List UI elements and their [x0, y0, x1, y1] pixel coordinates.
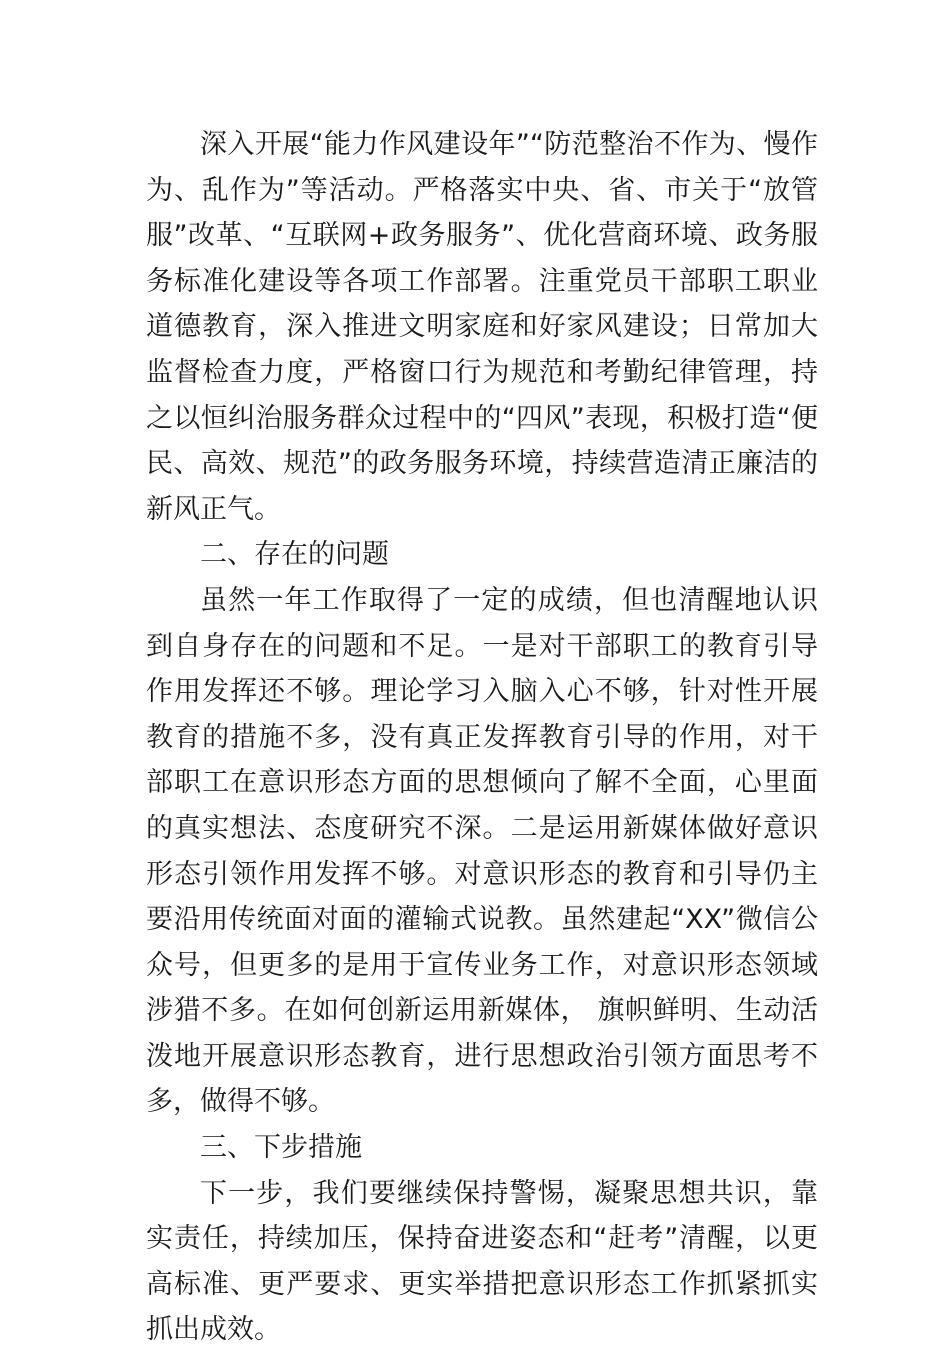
paragraph-problems: 虽然一年工作取得了一定的成绩，但也清醒地认识到自身存在的问题和不足。一是对干部职工的教育引导作用发挥还不够。理论学习入脑入心不够，针对性开展教育的措施不多，没有真正发挥教育引导的作用，对干部职工在意识形态方面的思想倾向了解不全面，心里面的真实想法、态度研究不深。二是运用新媒体做好意识形态引领作用发挥不够。对意识形态的教育和引导仍主要沿用传统面对面的灌输式说教。虽然建起“XX”微信公众号，但更多的是用于宣传业务工作，对意识形态领域涉猎不多。在如何创新运用新媒体， 旗帜鲜明、生动活泼地开展意识形态教育，进行思想政治引领方面思考不多，做得不够。 — [146, 584, 818, 1118]
section-heading-problems: 二、存在的问题 — [200, 539, 389, 571]
paragraph-work-style: 深入开展“能力作风建设年”“防范整治不作为、慢作为、乱作为”等活动。严格落实中央、省、市关于“放管服”改革、“互联网+政务服务”、优化营商环境、政务服务标准化建设等各项工作部署。注重党员干部职工职业道德教育，深入推进文明家庭和好家风建设；日常加大监督检查力度，严格窗口行为规范和考勤纪律管理，持之以恒纠治服务群众过程中的“四风”表现，积极打造“便民、高效、规范”的政务服务环境，持续营造清正廉洁的新风正气。 — [146, 129, 818, 525]
section-heading-next-steps: 三、下步措施 — [200, 1132, 362, 1164]
document-page — [146, 122, 818, 1353]
paragraph-next-steps: 下一步，我们要继续保持警惕，凝聚思想共识，靠实责任，持续加压，保持奋进姿态和“赶考”清醒，以更高标准、更严要求、更实举措把意识形态工作抓紧抓实抓出成效。 — [146, 1177, 818, 1346]
